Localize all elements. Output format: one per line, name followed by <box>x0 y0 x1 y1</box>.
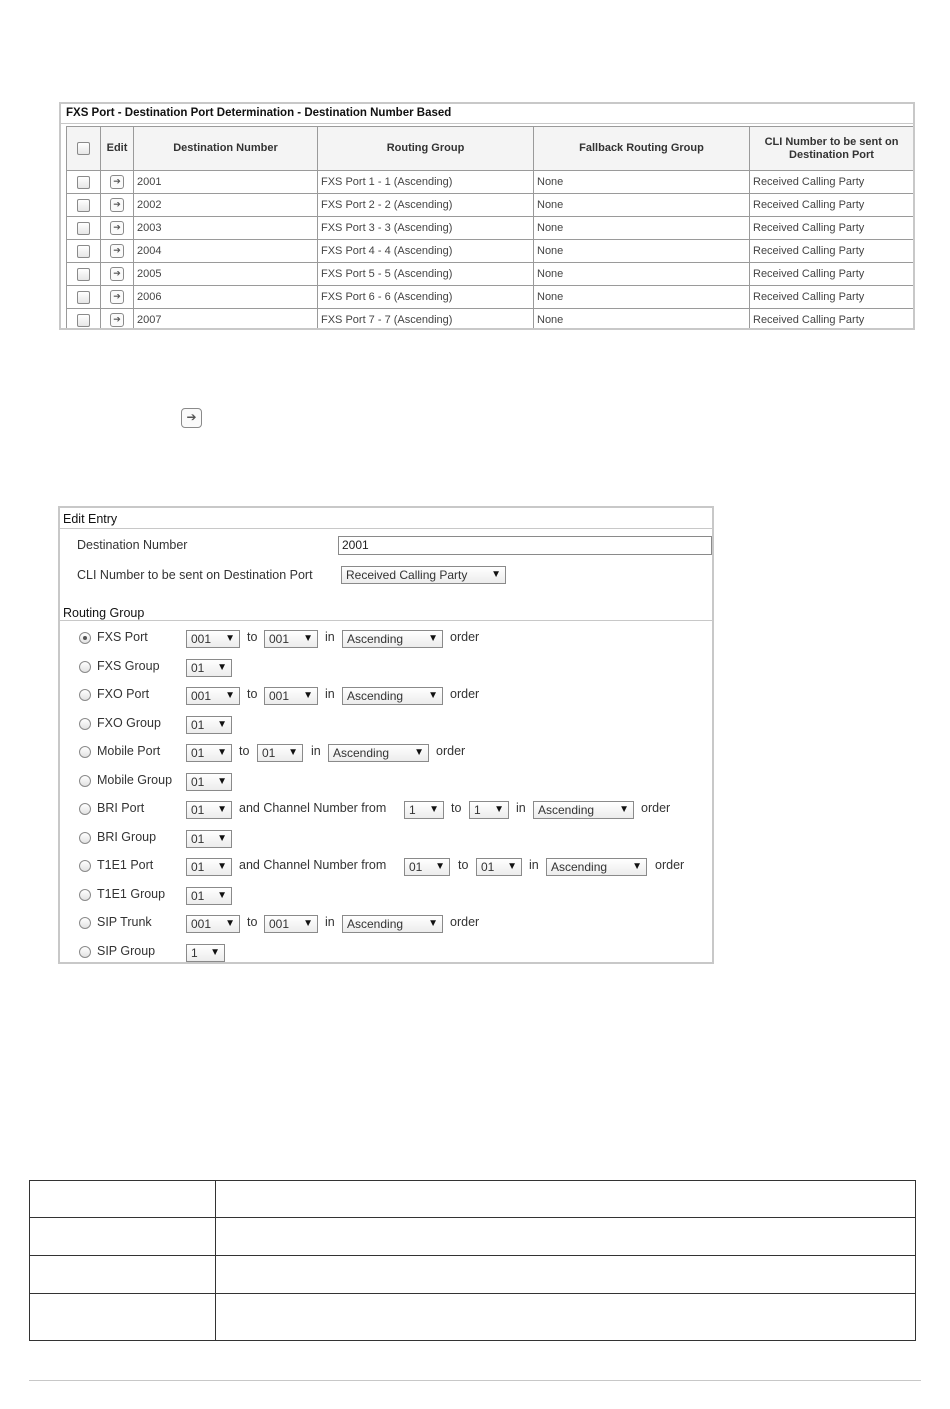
edit-arrow-icon: ➔ <box>181 408 202 428</box>
header-edit: Edit <box>101 127 134 171</box>
fxs-port-to-select[interactable]: 001 ▼ <box>264 630 318 648</box>
t1e1-port-label: T1E1 Port <box>97 858 154 872</box>
edit-arrow-icon[interactable]: ➔ <box>110 198 124 212</box>
destination-number-input[interactable]: 2001 <box>338 536 712 555</box>
header-fallback-routing-group: Fallback Routing Group <box>534 127 750 171</box>
row-checkbox[interactable] <box>77 176 90 189</box>
table-row <box>30 1294 916 1341</box>
row-checkbox[interactable] <box>77 314 90 327</box>
sip-trunk-radio[interactable] <box>79 917 91 929</box>
routing-group-heading: Routing Group <box>63 606 145 620</box>
row-destination-number: 2004 <box>134 240 318 263</box>
chevron-down-icon: ▼ <box>217 662 227 673</box>
bri-port-label: BRI Port <box>97 801 145 815</box>
bri-port-select[interactable]: 01 ▼ <box>186 801 232 819</box>
row-fallback: None <box>534 309 750 331</box>
in-label: in <box>325 915 335 929</box>
edit-arrow-icon[interactable]: ➔ <box>110 267 124 281</box>
fxo-group-select[interactable]: 01 ▼ <box>186 716 232 734</box>
t1e1-port-select[interactable]: 01 ▼ <box>186 858 232 876</box>
table-row <box>67 171 914 194</box>
row-fallback: None <box>534 286 750 309</box>
row-checkbox[interactable] <box>77 268 90 281</box>
mobile-group-radio[interactable] <box>79 775 91 787</box>
chevron-down-icon: ▼ <box>303 690 313 701</box>
chevron-down-icon: ▼ <box>303 633 313 644</box>
chevron-down-icon: ▼ <box>632 861 642 872</box>
t1e1-channel-from-select[interactable]: 01 ▼ <box>404 858 450 876</box>
fxs-group-select[interactable]: 01 ▼ <box>186 659 232 677</box>
row-destination-number: 2003 <box>134 217 318 240</box>
chevron-down-icon: ▼ <box>225 633 235 644</box>
sip-group-select[interactable]: 1 ▼ <box>186 944 225 962</box>
fxs-port-order-select[interactable]: Ascending ▼ <box>342 630 443 648</box>
table-row <box>67 309 914 331</box>
edit-arrow-icon[interactable]: ➔ <box>110 290 124 304</box>
destination-number-label: Destination Number <box>77 538 188 552</box>
mobile-port-radio[interactable] <box>79 746 91 758</box>
row-checkbox[interactable] <box>77 222 90 235</box>
sip-trunk-from-select[interactable]: 001 ▼ <box>186 915 240 933</box>
fxs-group-radio[interactable] <box>79 661 91 673</box>
t1e1-channel-to-select[interactable]: 01 ▼ <box>476 858 522 876</box>
t1e1-port-order-select[interactable]: Ascending ▼ <box>546 858 647 876</box>
row-destination-number: 2006 <box>134 286 318 309</box>
fxs-group-label: FXS Group <box>97 659 160 673</box>
chevron-down-icon: ▼ <box>507 861 517 872</box>
chevron-down-icon: ▼ <box>217 719 227 730</box>
row-routing-group: FXS Port 3 - 3 (Ascending) <box>318 217 534 240</box>
table-row <box>67 286 914 309</box>
fxo-group-radio[interactable] <box>79 718 91 730</box>
fxs-port-radio[interactable] <box>79 632 91 644</box>
in-label: in <box>325 630 335 644</box>
chevron-down-icon: ▼ <box>619 804 629 815</box>
row-destination-number: 2007 <box>134 309 318 331</box>
bri-channel-from-select[interactable]: 1 ▼ <box>404 801 444 819</box>
row-destination-number: 2001 <box>134 171 318 194</box>
edit-arrow-icon[interactable]: ➔ <box>110 175 124 189</box>
select-all-checkbox[interactable] <box>77 142 90 155</box>
parameter-table <box>29 1180 916 1341</box>
chevron-down-icon: ▼ <box>217 776 227 787</box>
to-label: to <box>458 858 469 872</box>
row-checkbox[interactable] <box>77 199 90 212</box>
fxo-port-from-select[interactable]: 001 ▼ <box>186 687 240 705</box>
table-row <box>67 240 914 263</box>
sip-trunk-to-select[interactable]: 001 ▼ <box>264 915 318 933</box>
row-checkbox[interactable] <box>77 245 90 258</box>
bri-group-label: BRI Group <box>97 830 157 844</box>
order-label: order <box>450 687 480 701</box>
row-cli: Received Calling Party <box>750 309 914 331</box>
row-fallback: None <box>534 263 750 286</box>
row-routing-group: FXS Port 1 - 1 (Ascending) <box>318 171 534 194</box>
edit-arrow-icon[interactable]: ➔ <box>110 313 124 327</box>
fxo-port-to-select[interactable]: 001 ▼ <box>264 687 318 705</box>
row-routing-group: FXS Port 7 - 7 (Ascending) <box>318 309 534 331</box>
t1e1-group-label: T1E1 Group <box>97 887 166 901</box>
table-row <box>67 217 914 240</box>
table-header-row <box>67 127 914 171</box>
row-fallback: None <box>534 217 750 240</box>
divider <box>60 528 712 529</box>
row-cli: Received Calling Party <box>750 263 914 286</box>
chevron-down-icon: ▼ <box>414 747 424 758</box>
row-routing-group: FXS Port 5 - 5 (Ascending) <box>318 263 534 286</box>
row-routing-group: FXS Port 4 - 4 (Ascending) <box>318 240 534 263</box>
chevron-down-icon: ▼ <box>217 890 227 901</box>
to-label: to <box>247 630 258 644</box>
row-fallback: None <box>534 171 750 194</box>
bri-port-radio[interactable] <box>79 803 91 815</box>
fxo-port-order-select[interactable]: Ascending ▼ <box>342 687 443 705</box>
row-cli: Received Calling Party <box>750 194 914 217</box>
row-cli: Received Calling Party <box>750 286 914 309</box>
footer-divider <box>29 1380 921 1381</box>
edit-entry-title: Edit Entry <box>63 512 118 526</box>
table-row <box>30 1256 916 1294</box>
mobile-group-label: Mobile Group <box>97 773 173 787</box>
fxo-port-radio[interactable] <box>79 689 91 701</box>
cli-number-select[interactable] <box>341 566 506 584</box>
sip-group-label: SIP Group <box>97 944 156 958</box>
order-label: order <box>655 858 685 872</box>
in-label: in <box>311 744 321 758</box>
chevron-down-icon: ▼ <box>217 833 227 844</box>
fxs-port-from-select[interactable]: 001 ▼ <box>186 630 240 648</box>
to-label: to <box>451 801 462 815</box>
order-label: order <box>436 744 466 758</box>
to-label: to <box>247 915 258 929</box>
to-label: to <box>247 687 258 701</box>
row-fallback: None <box>534 194 750 217</box>
edit-entry-panel <box>58 506 714 964</box>
row-destination-number: 2002 <box>134 194 318 217</box>
divider <box>60 620 712 621</box>
order-label: order <box>450 915 480 929</box>
chevron-down-icon: ▼ <box>217 747 227 758</box>
chevron-down-icon: ▼ <box>435 861 445 872</box>
mobile-port-to-select[interactable]: 01 ▼ <box>257 744 303 762</box>
row-cli: Received Calling Party <box>750 217 914 240</box>
order-label: order <box>450 630 480 644</box>
t1e1-group-select[interactable]: 01 ▼ <box>186 887 232 905</box>
chevron-down-icon: ▼ <box>429 804 439 815</box>
channel-from-label: and Channel Number from <box>239 801 387 815</box>
fxo-port-label: FXO Port <box>97 687 150 701</box>
channel-from-label: and Channel Number from <box>239 858 387 872</box>
row-fallback: None <box>534 240 750 263</box>
chevron-down-icon: ▼ <box>225 918 235 929</box>
destination-number-table <box>66 126 914 330</box>
edit-arrow-icon[interactable]: ➔ <box>110 221 124 235</box>
bri-group-select[interactable]: 01 ▼ <box>186 830 232 848</box>
edit-arrow-icon[interactable]: ➔ <box>110 244 124 258</box>
bri-channel-to-select[interactable]: 1 ▼ <box>469 801 509 819</box>
bri-port-order-select[interactable]: Ascending ▼ <box>533 801 634 819</box>
chevron-down-icon: ▼ <box>494 804 504 815</box>
table-row <box>67 194 914 217</box>
chevron-down-icon: ▼ <box>303 918 313 929</box>
chevron-down-icon: ▼ <box>217 861 227 872</box>
mobile-group-select[interactable]: 01 ▼ <box>186 773 232 791</box>
table-row <box>67 263 914 286</box>
mobile-port-label: Mobile Port <box>97 744 161 758</box>
chevron-down-icon: ▼ <box>428 690 438 701</box>
chevron-down-icon: ▼ <box>217 804 227 815</box>
cli-number-label: CLI Number to be sent on Destination Port <box>77 568 313 582</box>
fxo-group-label: FXO Group <box>97 716 161 730</box>
mobile-port-from-select[interactable]: 01 ▼ <box>186 744 232 762</box>
chevron-down-icon: ▼ <box>428 918 438 929</box>
cli-number-value: Received Calling Party <box>346 568 468 582</box>
sip-trunk-label: SIP Trunk <box>97 915 152 929</box>
row-cli: Received Calling Party <box>750 171 914 194</box>
row-routing-group: FXS Port 2 - 2 (Ascending) <box>318 194 534 217</box>
row-cli: Received Calling Party <box>750 240 914 263</box>
sip-group-radio[interactable] <box>79 946 91 958</box>
order-label: order <box>641 801 671 815</box>
t1e1-port-radio[interactable] <box>79 860 91 872</box>
table-row <box>30 1181 916 1218</box>
row-checkbox[interactable] <box>77 291 90 304</box>
bri-group-radio[interactable] <box>79 832 91 844</box>
t1e1-group-radio[interactable] <box>79 889 91 901</box>
header-cli-number: CLI Number to be sent on Destination Port <box>750 127 914 171</box>
header-destination-number: Destination Number <box>134 127 318 171</box>
mobile-port-order-select[interactable]: Ascending ▼ <box>328 744 429 762</box>
row-destination-number: 2005 <box>134 263 318 286</box>
chevron-down-icon: ▼ <box>210 947 220 958</box>
fxs-port-label: FXS Port <box>97 630 148 644</box>
chevron-down-icon: ▼ <box>428 633 438 644</box>
to-label: to <box>239 744 250 758</box>
chevron-down-icon: ▼ <box>225 690 235 701</box>
destination-port-table-panel <box>59 102 915 330</box>
chevron-down-icon: ▼ <box>491 569 501 580</box>
sip-trunk-order-select[interactable]: Ascending ▼ <box>342 915 443 933</box>
chevron-down-icon: ▼ <box>288 747 298 758</box>
in-label: in <box>529 858 539 872</box>
header-routing-group: Routing Group <box>318 127 534 171</box>
in-label: in <box>516 801 526 815</box>
table-row <box>30 1218 916 1256</box>
row-routing-group: FXS Port 6 - 6 (Ascending) <box>318 286 534 309</box>
in-label: in <box>325 687 335 701</box>
select-all-header[interactable] <box>67 127 101 171</box>
table-panel-title: FXS Port - Destination Port Determination - Destination Number Based <box>61 104 913 124</box>
